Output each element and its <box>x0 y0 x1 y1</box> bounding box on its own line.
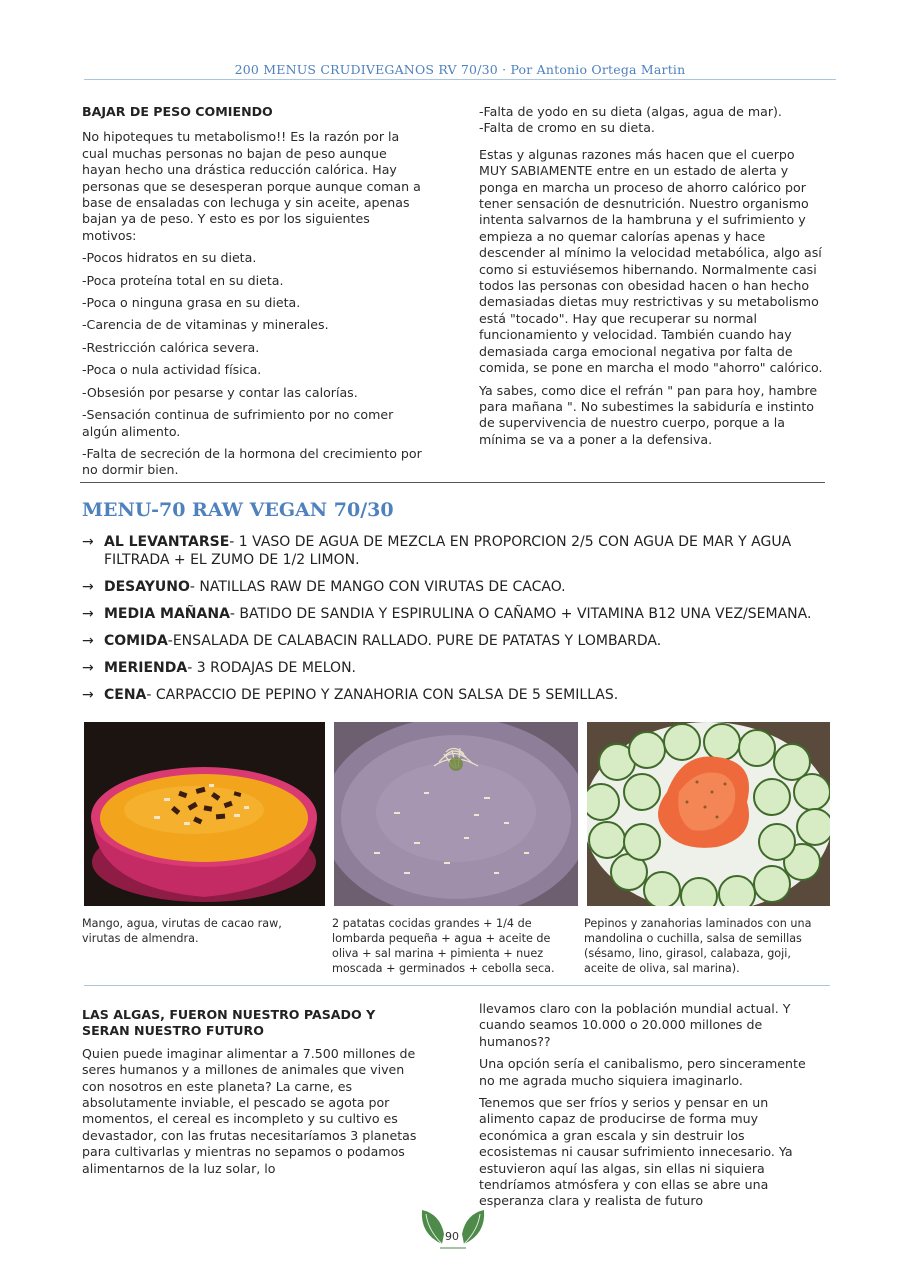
proverb-paragraph: Ya sabes, como dice el refrán " pan para hoy, hambre para mañana ". No subestimes la sabiduría e instinto de supervivencia de nuestro cuerpo, porque a la mínima se va a poner a la defensiva. <box>479 382 818 447</box>
menu-item-label: COMIDA <box>104 633 168 649</box>
menu-item-text: -ENSALADA DE CALABACIN RALLADO. PURE DE PATATAS Y LOMBARDA. <box>167 633 662 649</box>
metabolism-paragraph: Estas y algunas razones más hacen que el cuerpo MUY SABIAMENTE entre en un estado de alerta y ponga en marcha un proceso de ahorro calórico por tener sensación de desnutrición. Nuestro organismo intenta salvarnos de la hambruna y el sufrimiento y empieza a no quemar calorías apenas y hace descender al mínimo la velocidad metabólica, algo así como si estuviésemos hibernando. Normalmente casi todos las personas con obesidad hacen o han hecho demasiadas dietas muy restrictivas y su metabolismo está "tocado". Hay que recuperar su normal funcionamiento y velocidad. También cuando hay demasiada carga emocional negativa por falta de comida, se pone en marcha el modo "ahorro" calórico. <box>479 146 823 376</box>
caption-carpaccio: Pepinos y zanahorias laminados con una mandolina o cuchilla, salsa de semillas (sésamo, lino, girasol, calabaza, goji, aceite de oliva, sal marina). <box>584 917 812 975</box>
arrow-icon: → <box>82 579 94 595</box>
list-item: -Sensación continua de sufrimiento por no comer algún alimento. <box>82 407 394 439</box>
caption-mango: Mango, agua, virutas de cacao raw, virutas de almendra. <box>82 917 282 945</box>
algas-right-column <box>479 1001 825 1216</box>
list-item: -Pocos hidratos en su dieta. <box>82 250 257 266</box>
menu-item-label: DESAYUNO <box>104 579 190 595</box>
page-number: 90 <box>445 1230 459 1243</box>
arrow-icon: → <box>82 606 94 622</box>
list-item: -Obsesión por pesarse y contar las calorías. <box>82 384 358 400</box>
leaves-icon <box>418 1204 488 1250</box>
menu-item-desayuno <box>82 578 822 596</box>
list-item: -Falta de cromo en su dieta. <box>479 120 655 136</box>
caption-pure: 2 patatas cocidas grandes + 1/4 de lombarda pequeña + agua + aceite de oliva + sal marina + pimienta + nuez moscada + germinados + cebolla seca. <box>332 917 555 975</box>
reasons-list <box>82 250 427 478</box>
left-column <box>82 104 427 485</box>
menu-item-label: CENA <box>104 687 147 703</box>
menu-title: MENU-70 RAW VEGAN 70/30 <box>82 499 394 521</box>
arrow-icon: → <box>82 534 94 550</box>
list-item: -Falta de yodo en su dieta (algas, agua de mar). <box>479 104 782 119</box>
right-column <box>479 104 825 454</box>
photo-pure-lombarda <box>334 722 578 906</box>
list-item: -Carencia de de vitaminas y minerales. <box>82 317 329 333</box>
algas-paragraph: Una opción sería el canibalismo, pero sinceramente no me agrada mucho siquiera imaginarlo. <box>479 1056 806 1088</box>
list-item: -Restricción calórica severa. <box>82 339 260 355</box>
menu-item-text: - NATILLAS RAW DE MANGO CON VIRUTAS DE CACAO. <box>189 579 566 595</box>
section-title-algas: LAS ALGAS, FUERON NUESTRO PASADO Y SERAN NUESTRO FUTURO <box>82 1007 376 1039</box>
page-header: 200 MENUS CRUDIVEGANOS RV 70/30 · Por Antonio Ortega Martin <box>234 62 686 77</box>
arrow-icon: → <box>82 687 94 703</box>
menu-item-text: - BATIDO DE SANDIA Y ESPIRULINA O CAÑAMO + VITAMINA B12 UNA VEZ/SEMANA. <box>229 606 812 622</box>
menu-item-media-manana <box>82 605 822 623</box>
algas-paragraph: Tenemos que ser fríos y serios y pensar en un alimento capaz de producirse de forma muy económica a gran escala y sin destruir los ecosistemas ni causar sufrimiento innecesario. Ya estuvieron aquí las algas, sin ellas ni siquiera tendríamos atmósfera y con ellas se abre una esperanza clara y realista de futuro <box>479 1095 793 1209</box>
menu-item-text: - 1 VASO DE AGUA DE MEZCLA EN PROPORCION 2/5 CON AGUA DE MAR Y AGUA FILTRADA + EL ZUMO DE 1/2 LIMON. <box>104 534 792 568</box>
menu-item-text: - 3 RODAJAS DE MELON. <box>187 660 356 676</box>
arrow-icon: → <box>82 660 94 676</box>
algas-paragraph: Quien puede imaginar alimentar a 7.500 millones de seres humanos y a millones de animales que viven con nosotros en este planeta? La carne, es absolutamente inviable, el pescado se agota por momentos, el cereal es incompleto y su cultivo es devastador, con las frutas necesitaríamos 3 planetas para cultivarlas y mientras no sepamos o podamos alimentarnos de la luz solar, lo <box>82 1045 417 1176</box>
menu-item-text: - CARPACCIO DE PEPINO Y ZANAHORIA CON SALSA DE 5 SEMILLAS. <box>146 687 619 703</box>
menu-item-cena <box>82 686 822 704</box>
menu-item-comida <box>82 632 822 650</box>
algas-paragraph: llevamos claro con la población mundial actual. Y cuando seamos 10.000 o 20.000 millones de humanos?? <box>479 1001 791 1049</box>
menu-item-merienda <box>82 659 822 677</box>
menu-item-al-levantarse <box>82 533 822 569</box>
list-item: -Poca o nula actividad física. <box>82 362 262 378</box>
algas-left-column <box>82 1007 427 1183</box>
menu-item-label: AL LEVANTARSE <box>104 534 230 550</box>
arrow-icon: → <box>82 633 94 649</box>
list-item: -Poca o ninguna grasa en su dieta. <box>82 295 301 311</box>
header-divider <box>84 79 836 80</box>
photo-carpaccio-pepino <box>587 722 830 906</box>
list-item: -Poca proteína total en su dieta. <box>82 272 284 288</box>
list-item: -Falta de secreción de la hormona del crecimiento por no dormir bien. <box>82 445 422 478</box>
intro-paragraph: No hipoteques tu metabolismo!! Es la razón por la cual muchas personas no bajan de peso aunque hayan hecho una drástica reducción calórica. Hay personas que se desesperan porque aunque coman a base de ensaladas con lechuga y sin aceite, apenas bajan ya de peso. Y esto es por los siguientes motivos: <box>82 129 421 243</box>
section-title-bajar-peso: BAJAR DE PESO COMIENDO <box>82 104 273 119</box>
menu-item-label: MERIENDA <box>104 660 188 676</box>
section-divider <box>80 482 825 483</box>
menu-list <box>82 533 822 713</box>
photo-mango-natillas <box>84 722 325 906</box>
menu-item-label: MEDIA MAÑANA <box>104 606 230 622</box>
section-divider <box>84 985 830 986</box>
